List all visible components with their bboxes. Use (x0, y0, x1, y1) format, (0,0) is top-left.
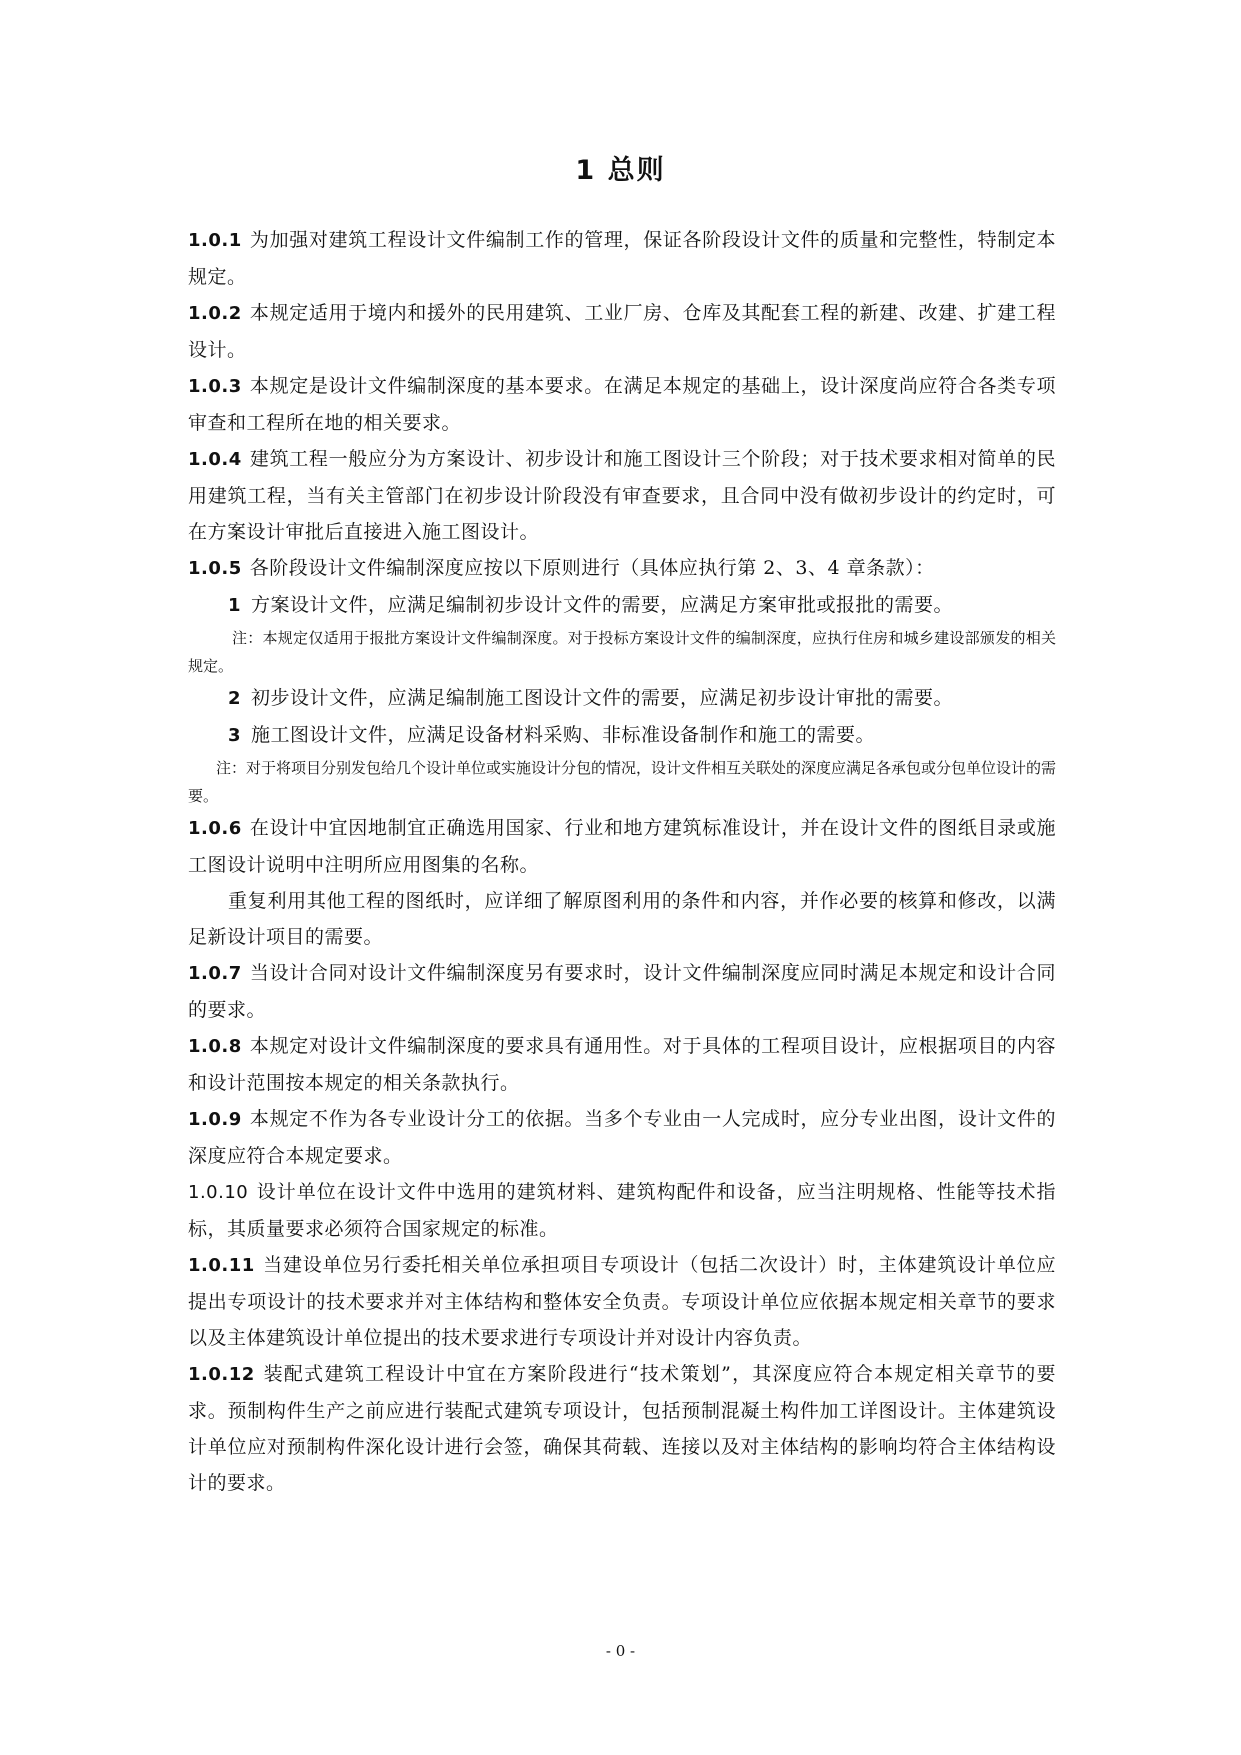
clause-1-0-5-item-2 (188, 680, 1056, 717)
clause-text: 当建设单位另行委托相关单位承担项目专项设计（包括二次设计）时，主体建筑设计单位应提出专项设计的技术要求并对主体结构和整体安全负责。专项设计单位应依据本规定相关章节的要求以及主体建筑设计单位提出的技术要求进行专项设计并对设计内容负责。 (188, 1254, 1056, 1349)
clause-text: 本规定适用于境内和援外的民用建筑、工业厂房、仓库及其配套工程的新建、改建、扩建工程设计。 (188, 302, 1056, 361)
clause-number: 1.0.10 (188, 1182, 249, 1203)
clause-number: 1.0.8 (188, 1036, 242, 1057)
clause-1-0-11 (188, 1247, 1056, 1356)
clause-1-0-10 (188, 1174, 1056, 1247)
page-number: - 0 - (605, 1642, 636, 1660)
item-text: 初步设计文件，应满足编制施工图设计文件的需要，应满足初步设计审批的需要。 (251, 687, 954, 709)
clause-1-0-6 (188, 810, 1056, 883)
clause-number: 1.0.12 (188, 1364, 255, 1385)
clause-text: 本规定是设计文件编制深度的基本要求。在满足本规定的基础上，设计深度尚应符合各类专项审查和工程所在地的相关要求。 (188, 375, 1056, 434)
clause-text: 本规定对设计文件编制深度的要求具有通用性。对于具体的工程项目设计，应根据项目的内容和设计范围按本规定的相关条款执行。 (188, 1035, 1056, 1094)
clause-text: 各阶段设计文件编制深度应按以下原则进行（具体应执行第 2、3、4 章条款）： (249, 557, 935, 579)
clause-number: 1.0.5 (188, 558, 242, 579)
clause-text: 本规定不作为各专业设计分工的依据。当多个专业由一人完成时，应分专业出图，设计文件的深度应符合本规定要求。 (188, 1108, 1056, 1167)
document-body (188, 222, 1056, 1501)
clause-1-0-5-note-1: 注：本规定仅适用于报批方案设计文件编制深度。对于投标方案设计文件的编制深度，应执行住房和城乡建设部颁发的相关规定。 (188, 629, 1056, 675)
clause-1-0-6-paragraph-2: 重复利用其他工程的图纸时，应详细了解原图利用的条件和内容，并作必要的核算和修改，以满足新设计项目的需要。 (188, 890, 1056, 948)
clause-1-0-5-note-2: 注：对于将项目分别发包给几个设计单位或实施设计分包的情况，设计文件相互关联处的深度应满足各承包或分包单位设计的需要。 (188, 759, 1057, 805)
clause-text: 在设计中宜因地制宜正确选用国家、行业和地方建筑标准设计，并在设计文件的图纸目录或施工图设计说明中注明所应用图集的名称。 (188, 817, 1056, 876)
clause-1-0-8 (188, 1028, 1056, 1101)
clause-text: 装配式建筑工程设计中宜在方案阶段进行“技术策划”，其深度应符合本规定相关章节的要求。预制构件生产之前应进行装配式建筑专项设计，包括预制混凝土构件加工详图设计。主体建筑设计单位应对预制构件深化设计进行会签，确保其荷载、连接以及对主体结构的影响均符合主体结构设计的要求。 (188, 1363, 1056, 1494)
clause-1-0-5 (188, 550, 1056, 587)
clause-number: 1.0.1 (188, 230, 242, 251)
clause-1-0-5-item-1 (188, 587, 1056, 624)
clause-1-0-5-item-3 (188, 717, 1056, 754)
clause-1-0-1 (188, 222, 1056, 295)
item-text: 施工图设计文件，应满足设备材料采购、非标准设备制作和施工的需要。 (251, 724, 876, 746)
item-number: 3 (228, 725, 242, 746)
clause-number: 1.0.2 (188, 303, 242, 324)
clause-1-0-2 (188, 295, 1056, 368)
clause-1-0-4 (188, 441, 1056, 550)
clause-number: 1.0.11 (188, 1255, 255, 1276)
clause-1-0-12 (188, 1356, 1056, 1501)
clause-number: 1.0.6 (188, 818, 242, 839)
item-number: 1 (228, 595, 242, 616)
clause-text: 设计单位在设计文件中选用的建筑材料、建筑构配件和设备，应当注明规格、性能等技术指标，其质量要求必须符合国家规定的标准。 (188, 1181, 1056, 1240)
clause-1-0-7 (188, 955, 1056, 1028)
clause-text: 当设计合同对设计文件编制深度另有要求时，设计文件编制深度应同时满足本规定和设计合同的要求。 (188, 962, 1056, 1021)
item-text: 方案设计文件，应满足编制初步设计文件的需要，应满足方案审批或报批的需要。 (251, 594, 954, 616)
clause-number: 1.0.7 (188, 963, 242, 984)
item-number: 2 (228, 688, 242, 709)
clause-text: 建筑工程一般应分为方案设计、初步设计和施工图设计三个阶段；对于技术要求相对简单的民用建筑工程，当有关主管部门在初步设计阶段没有审查要求，且合同中没有做初步设计的约定时，可在方案设计审批后直接进入施工图设计。 (188, 448, 1056, 543)
clause-number: 1.0.9 (188, 1109, 242, 1130)
clause-number: 1.0.4 (188, 449, 242, 470)
clause-1-0-9 (188, 1101, 1056, 1174)
clause-number: 1.0.3 (188, 376, 242, 397)
clause-text: 为加强对建筑工程设计文件编制工作的管理，保证各阶段设计文件的质量和完整性，特制定本规定。 (188, 229, 1056, 288)
chapter-title: 1 总则 (575, 155, 666, 186)
clause-1-0-3 (188, 368, 1056, 441)
